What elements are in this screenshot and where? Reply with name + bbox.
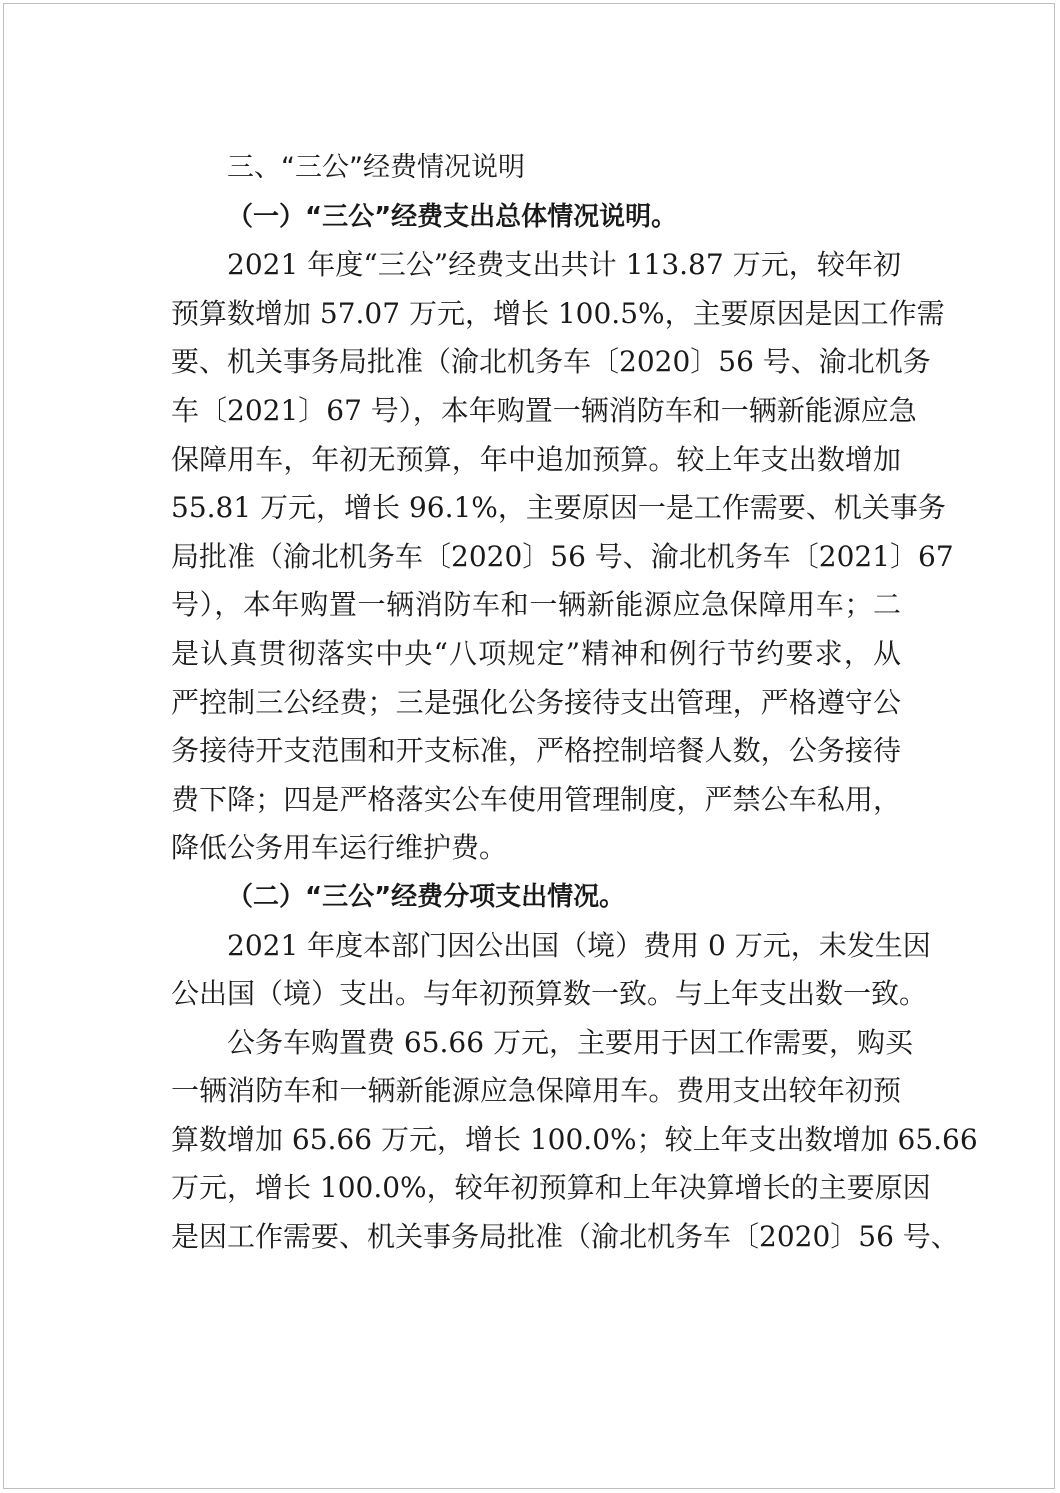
part2-para2-line: 万元，增长 100.0%，较年初预算和上年决算增长的主要原因 <box>171 1171 931 1205</box>
document-body <box>171 144 978 1262</box>
part1-line: 预算数增加 57.07 万元，增长 100.5%，主要原因是因工作需 <box>171 296 945 330</box>
part1-line: 降低公务用车运行维护费。 <box>171 831 508 865</box>
part2-title: （二）“三公”经费分项支出情况。 <box>227 881 626 912</box>
part2-para2-line: 一辆消防车和一辆新能源应急保障用车。费用支出较年初预 <box>171 1074 901 1108</box>
part2-para1-line: 2021 年度本部门因公出国（境）费用 0 万元，未发生因 <box>227 928 931 962</box>
part1-title: （一）“三公”经费支出总体情况说明。 <box>227 201 678 232</box>
part2-para2-line: 是因工作需要、机关事务局批准（渝北机务车〔2020〕56 号、 <box>171 1220 959 1254</box>
part1-line: 费下降；四是严格落实公车使用管理制度，严禁公车私用， <box>171 782 901 816</box>
part1-line: 局批准（渝北机务车〔2020〕56 号、渝北机务车〔2021〕67 <box>171 539 954 573</box>
part1-line: 号），本年购置一辆消防车和一辆新能源应急保障用车；二 <box>171 588 901 622</box>
part1-line: 车〔2021〕67 号），本年购置一辆消防车和一辆新能源应急 <box>171 393 917 427</box>
document-page <box>3 3 1055 1489</box>
part1-line: 55.81 万元，增长 96.1%，主要原因一是工作需要、机关事务 <box>171 491 946 525</box>
part2-para2-line: 算数增加 65.66 万元，增长 100.0%；较上年支出数增加 65.66 <box>171 1122 978 1156</box>
part1-line: 严控制三公经费；三是强化公务接待支出管理，严格遵守公 <box>171 685 901 719</box>
part1-line: 务接待开支范围和开支标准，严格控制培餐人数，公务接待 <box>171 734 901 768</box>
part1-line: 2021 年度“三公”经费支出共计 113.87 万元，较年初 <box>227 248 901 282</box>
part2-para1-line: 公出国（境）支出。与年初预算数一致。与上年支出数一致。 <box>171 977 928 1011</box>
part1-line: 保障用车，年初无预算，年中追加预算。较上年支出数增加 <box>171 442 901 476</box>
section-title: 三、“三公”经费情况说明 <box>227 152 525 183</box>
part1-line: 是认真贯彻落实中央“八项规定”精神和例行节约要求，从 <box>171 636 901 670</box>
part2-para2-line: 公务车购置费 65.66 万元，主要用于因工作需要，购买 <box>227 1025 913 1059</box>
part1-line: 要、机关事务局批准（渝北机务车〔2020〕56 号、渝北机务 <box>171 345 931 379</box>
